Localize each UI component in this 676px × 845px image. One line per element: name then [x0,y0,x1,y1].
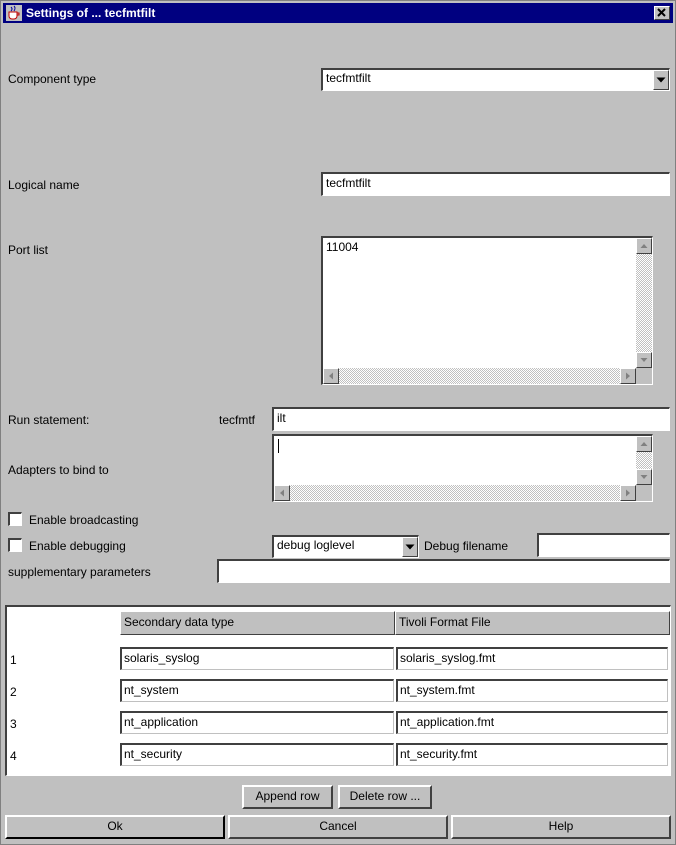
logical-name-label: Logical name [8,178,80,192]
debugging-label: Enable debugging [29,539,126,553]
port-list-vertical-scrollbar[interactable] [636,238,652,368]
row-number: 4 [10,749,17,763]
delete-row-button[interactable]: Delete row ... [338,785,432,809]
tivoli-format-file-cell[interactable]: nt_application.fmt [396,711,668,734]
port-list-label: Port list [8,243,49,257]
debug-loglevel-select[interactable] [272,535,419,558]
run-statement-prefix: tecfmtf [219,413,256,427]
row-number: 2 [10,685,17,699]
column-header-tivoli-format-file[interactable]: Tivoli Format File [395,611,670,635]
ok-button[interactable]: Ok [5,815,225,839]
scroll-down-button[interactable] [636,469,652,485]
scroll-corner [636,368,652,384]
arrow-right-icon [626,490,630,497]
close-button[interactable] [654,6,670,20]
cancel-button[interactable]: Cancel [228,815,448,839]
window-title: Settings of ... tecfmtfilt [26,6,156,20]
run-statement-input[interactable]: ilt [272,407,670,431]
adapters-horizontal-scrollbar[interactable] [274,485,636,501]
run-statement-label: Run statement: [8,413,90,427]
port-list-value: 11004 [326,240,359,254]
tivoli-format-file-cell[interactable]: nt_system.fmt [396,679,668,702]
secondary-data-type-cell[interactable]: nt_security [120,743,394,766]
logical-name-input[interactable]: tecfmtfilt [321,172,670,196]
tivoli-format-file-cell[interactable]: solaris_syslog.fmt [396,647,668,670]
broadcasting-label: Enable broadcasting [29,513,139,527]
scroll-left-button[interactable] [274,485,290,501]
component-type-label: Component type [8,72,97,86]
title-bar[interactable] [3,3,673,23]
debug-filename-input[interactable] [537,533,670,557]
port-list-horizontal-scrollbar[interactable] [323,368,636,384]
scroll-right-button[interactable] [620,485,636,501]
arrow-up-icon [641,442,648,446]
supplementary-label: supplementary parameters [8,565,151,579]
adapters-textarea[interactable] [272,434,653,502]
debug-loglevel-value: debug loglevel [277,538,355,552]
scroll-corner [636,485,652,501]
component-type-dropdown-button[interactable] [653,70,669,90]
supplementary-input[interactable] [217,559,670,583]
tivoli-format-file-cell[interactable]: nt_security.fmt [396,743,668,766]
text-cursor [278,439,279,453]
secondary-data-type-cell[interactable]: nt_system [120,679,394,702]
component-type-value: tecfmtfilt [326,71,371,85]
row-number: 1 [10,653,17,667]
port-list-textarea[interactable] [321,236,653,385]
row-number: 3 [10,717,17,731]
chevron-down-icon [406,545,415,550]
arrow-up-icon [641,244,648,248]
scroll-up-button[interactable] [636,436,652,452]
secondary-data-type-cell[interactable]: solaris_syslog [120,647,394,670]
column-header-secondary-data-type[interactable]: Secondary data type [120,611,395,635]
help-button[interactable]: Help [451,815,671,839]
data-type-table [5,605,671,776]
chevron-down-icon [657,78,666,83]
append-row-button[interactable]: Append row [242,785,333,809]
arrow-down-icon [641,475,648,479]
scroll-right-button[interactable] [620,368,636,384]
adapters-label: Adapters to bind to [8,463,109,477]
arrow-left-icon [329,373,333,380]
arrow-right-icon [626,373,630,380]
debug-filename-label: Debug filename [424,539,509,553]
scroll-down-button[interactable] [636,352,652,368]
arrow-down-icon [641,358,648,362]
debugging-checkbox[interactable] [8,538,22,552]
debug-loglevel-dropdown-button[interactable] [402,537,418,557]
component-type-select[interactable] [321,68,670,91]
adapters-vertical-scrollbar[interactable] [636,436,652,485]
secondary-data-type-cell[interactable]: nt_application [120,711,394,734]
broadcasting-checkbox[interactable] [8,512,22,526]
scroll-left-button[interactable] [323,368,339,384]
close-icon [655,7,669,19]
scroll-up-button[interactable] [636,238,652,254]
arrow-left-icon [280,490,284,497]
java-cup-icon [6,5,22,21]
